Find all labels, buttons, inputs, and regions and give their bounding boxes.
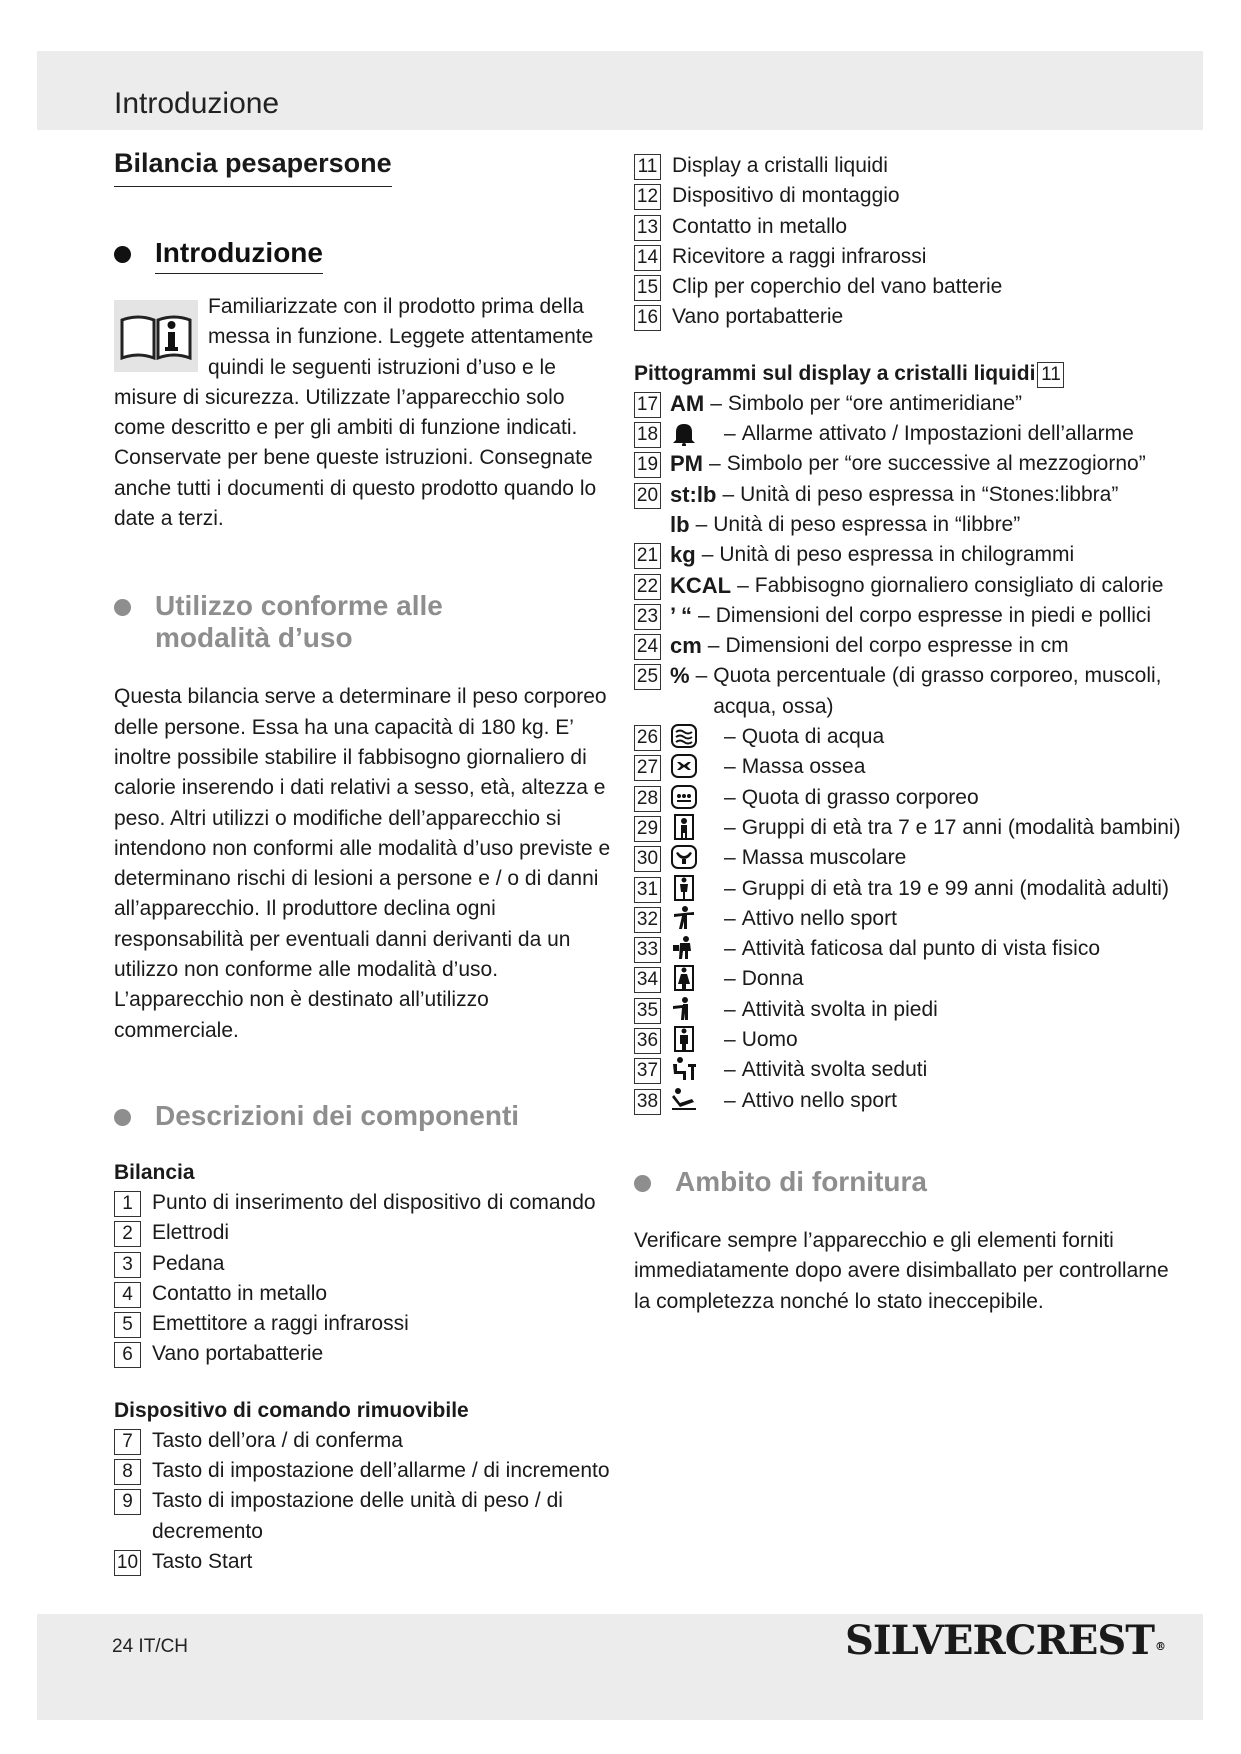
- number-box: 35: [634, 998, 661, 1024]
- item-label: Display a cristalli liquidi: [672, 154, 888, 177]
- section-title-line1: Utilizzo conforme alle: [155, 590, 443, 622]
- number-box: 22: [634, 574, 661, 600]
- standing-work-icon: [670, 996, 700, 1024]
- pictogram-description: Gruppi di età tra 19 e 99 anni (modalità adulti): [741, 876, 1169, 900]
- silvercrest-logo: [845, 1618, 1165, 1664]
- number-box: 36: [634, 1028, 661, 1054]
- pictogram-row: [634, 813, 1189, 843]
- dash-separator: –: [724, 785, 736, 809]
- pictograms-heading: [634, 359, 1189, 389]
- dash-separator: –: [695, 512, 708, 536]
- item-label: Contatto in metallo: [672, 214, 848, 238]
- pictogram-description: Unità di peso espressa in “libbre”: [713, 512, 1021, 536]
- info-book-icon: [114, 300, 198, 372]
- pictogram-description: Attivo nello sport: [741, 1088, 897, 1112]
- number-box: 2: [114, 1221, 141, 1247]
- woman-icon: [670, 965, 700, 993]
- pictogram-row: [634, 752, 1189, 782]
- number-box: 31: [634, 877, 661, 903]
- pictogram-row: [634, 449, 1189, 479]
- number-box: 15: [634, 275, 661, 301]
- number-box: 30: [634, 846, 661, 872]
- left-column: [114, 146, 614, 1577]
- pictogram-description: Attivo nello sport: [741, 906, 897, 930]
- number-box: 27: [634, 755, 661, 781]
- item-label: Clip per coperchio del vano batterie: [672, 275, 1003, 299]
- number-box: 14: [634, 245, 661, 271]
- number-box: 18: [634, 422, 661, 448]
- dash-separator: –: [724, 755, 736, 779]
- child-icon: [670, 814, 700, 842]
- dash-separator: –: [724, 937, 736, 961]
- list-item: [114, 1456, 614, 1486]
- pictogram-row: [634, 995, 1189, 1025]
- section-title-line2: modalità d’uso: [155, 622, 353, 654]
- list-item: [114, 1309, 614, 1339]
- item-label: Elettrodi: [152, 1221, 230, 1245]
- pictogram-description: Attività faticosa dal punto di vista fisico: [741, 937, 1101, 961]
- pictogram-symbol: kg: [670, 542, 696, 568]
- pictogram-row: [634, 601, 1189, 631]
- pictogram-description: Simbolo per “ore successive al mezzogiorno”: [726, 452, 1146, 476]
- dash-separator: –: [701, 543, 714, 567]
- item-label: Tasto di impostazione dell’allarme / di incremento: [152, 1459, 610, 1483]
- remote-components-list-continued: [634, 151, 1189, 333]
- section-title: Introduzione: [155, 237, 323, 274]
- list-item: [634, 302, 1189, 332]
- dash-separator: –: [710, 391, 722, 415]
- pictogram-description: Unità di peso espressa in chilogrammi: [719, 543, 1075, 567]
- item-label: Dispositivo di montaggio: [672, 184, 900, 208]
- number-box: 37: [634, 1058, 661, 1084]
- pictogram-symbol: PM: [670, 451, 703, 477]
- number-box: 7: [114, 1429, 141, 1455]
- adult-icon: [670, 875, 700, 903]
- alarm-bell-icon: [670, 420, 700, 448]
- dash-separator: –: [724, 422, 736, 446]
- pictogram-row: [634, 661, 1189, 722]
- pictogram-symbol: cm: [670, 633, 702, 659]
- dash-separator: –: [709, 452, 721, 476]
- pictogram-symbol: st:lb: [670, 481, 717, 507]
- list-item: [634, 181, 1189, 211]
- number-box: 6: [114, 1342, 141, 1368]
- dash-separator: –: [737, 573, 749, 597]
- pictogram-description: Quota percentuale (di grasso corporeo, muscoli, acqua, ossa): [713, 664, 1162, 718]
- pictogram-description: Dimensioni del corpo espresse in cm: [725, 634, 1069, 658]
- number-box: 26: [634, 725, 661, 751]
- right-column: [634, 151, 1189, 1317]
- list-item: [114, 1426, 614, 1456]
- pictogram-row: [634, 480, 1189, 510]
- dash-separator: –: [724, 906, 736, 930]
- pictogram-description: Dimensioni del corpo espresse in piedi e pollici: [715, 603, 1152, 627]
- logo-part1: SILVER: [845, 1617, 1005, 1664]
- pictogram-row: [634, 874, 1189, 904]
- dash-separator: –: [724, 876, 736, 900]
- number-box: 23: [634, 604, 661, 630]
- item-label: Tasto dell’ora / di conferma: [152, 1428, 403, 1452]
- pictogram-description: Uomo: [741, 1028, 798, 1052]
- pictogram-row: [634, 904, 1189, 934]
- number-box: 24: [634, 634, 661, 660]
- number-box: 13: [634, 215, 661, 241]
- logo-mark: ®: [1154, 1640, 1165, 1653]
- number-box: 32: [634, 907, 661, 933]
- list-item: [114, 1218, 614, 1248]
- item-label: Pedana: [152, 1251, 225, 1275]
- seated-work-icon: [670, 1056, 700, 1084]
- number-box: 29: [634, 816, 661, 842]
- dash-separator: –: [724, 846, 736, 870]
- number-box: 16: [634, 305, 661, 331]
- pictogram-symbol: %: [670, 663, 690, 689]
- reclining-person-icon: [670, 1087, 700, 1115]
- number-box: 1: [114, 1191, 141, 1217]
- dash-separator: –: [698, 603, 710, 627]
- dash-separator: –: [695, 664, 708, 688]
- number-box: 8: [114, 1459, 141, 1485]
- remote-subheading: Dispositivo di comando rimuovibile: [114, 1398, 469, 1422]
- number-box: 17: [634, 392, 661, 418]
- pictogram-row: [634, 389, 1189, 419]
- dash-separator: –: [724, 815, 736, 839]
- dash-separator: –: [724, 967, 736, 991]
- dash-separator: –: [724, 997, 736, 1021]
- number-box: 19: [634, 452, 661, 478]
- number-box: 3: [114, 1252, 141, 1278]
- pictogram-row: [634, 631, 1189, 661]
- pictograms-heading-ref: 11: [1037, 362, 1064, 388]
- bullet-icon: [114, 1109, 131, 1126]
- muscle-icon: [670, 844, 700, 872]
- section-heading-introduzione: [114, 237, 614, 274]
- number-box: 38: [634, 1089, 661, 1115]
- pictogram-row: [634, 783, 1189, 813]
- number-box: 4: [114, 1282, 141, 1308]
- pictogram-description: Unità di peso espressa in “Stones:libbra”: [740, 482, 1119, 506]
- pictogram-row: [634, 843, 1189, 873]
- pictogram-description: Allarme attivato / Impostazioni dell’allarme: [741, 422, 1134, 446]
- logo-part2: CREST: [1004, 1617, 1154, 1664]
- number-box: 25: [634, 664, 661, 690]
- pictogram-symbol: KCAL: [670, 572, 732, 598]
- pictogram-description: Fabbisogno giornaliero consigliato di calorie: [754, 573, 1164, 597]
- item-label: Punto di inserimento del dispositivo di comando: [152, 1190, 596, 1214]
- sport-person-icon: [670, 905, 700, 933]
- water-icon: [670, 723, 700, 751]
- dash-separator: –: [724, 1058, 736, 1082]
- pictograms-heading-text: Pittogrammi sul display a cristalli liquidi: [634, 361, 1036, 385]
- pictogram-row: [634, 934, 1189, 964]
- intro-block: [114, 292, 614, 534]
- number-box: 12: [634, 184, 661, 210]
- list-item: [634, 272, 1189, 302]
- dash-separator: –: [724, 1028, 736, 1052]
- pictogram-row: [634, 571, 1189, 601]
- list-item: [634, 151, 1189, 181]
- item-label: Contatto in metallo: [152, 1281, 328, 1305]
- list-item: [114, 1339, 614, 1369]
- pictogram-symbol: lb: [670, 511, 690, 537]
- man-icon: [670, 1026, 700, 1054]
- bone-icon: [670, 753, 700, 781]
- pictogram-description: Quota di grasso corporeo: [741, 785, 979, 809]
- pictogram-row: [634, 964, 1189, 994]
- number-box: 5: [114, 1312, 141, 1338]
- list-item: [114, 1486, 614, 1547]
- supply-paragraph: Verificare sempre l’apparecchio e gli elementi forniti immediatamente dopo avere disimballato per controllarne la completezza nonché lo stato ineccepibile.: [634, 1228, 1169, 1313]
- pictogram-row: [634, 510, 1189, 540]
- section-title: Ambito di fornitura: [675, 1165, 927, 1197]
- pictogram-description: Massa muscolare: [741, 846, 907, 870]
- scale-components-list: [114, 1188, 614, 1370]
- pictogram-row: [634, 419, 1189, 449]
- section-heading-fornitura: [634, 1166, 1189, 1198]
- section-title: Descrizioni dei componenti: [155, 1099, 520, 1131]
- dash-separator: –: [707, 634, 720, 658]
- item-label: Emettitore a raggi infrarossi: [152, 1312, 409, 1336]
- list-item: [114, 1249, 614, 1279]
- pictograms-list: [634, 389, 1189, 1116]
- pictogram-row: [634, 1025, 1189, 1055]
- item-label: Tasto Start: [152, 1549, 253, 1573]
- page-header-title: Introduzione: [114, 87, 280, 120]
- pictogram-row: [634, 1086, 1189, 1116]
- pictogram-description: Gruppi di età tra 7 e 17 anni (modalità bambini): [741, 815, 1181, 839]
- number-box: 20: [634, 483, 661, 509]
- pictogram-description: Donna: [741, 967, 804, 991]
- footer-page-number: 24 IT/CH: [112, 1636, 189, 1657]
- document-title: Bilancia pesapersone: [114, 146, 392, 187]
- number-box: 10: [114, 1550, 141, 1576]
- pictogram-row: [634, 722, 1189, 752]
- pictogram-description: Attività svolta seduti: [741, 1058, 928, 1082]
- pictogram-description: Simbolo per “ore antimeridiane”: [727, 391, 1023, 415]
- bullet-icon: [114, 599, 131, 616]
- number-box: 33: [634, 937, 661, 963]
- intro-paragraph: Familiarizzate con il prodotto prima della messa in funzione. Leggete attentamente quindi le seguenti istruzioni d’uso e le misure di sicurezza. Utilizzate l’apparecchio solo come descritto e per gli ambiti di funzione indicati. Conservate per bene queste istruzioni. Consegnate anche tutti i documenti di questo prodotto quando lo date a terzi.: [114, 295, 597, 531]
- pictogram-description: Attività svolta in piedi: [741, 997, 938, 1021]
- dash-separator: –: [724, 725, 736, 749]
- usage-paragraph: Questa bilancia serve a determinare il peso corporeo delle persone. Essa ha una capacità di 180 kg. E’ inoltre possibile stabilire il fabbisogno giornaliero di calorie inserendo i dati relativi a sesso, età, altezza e peso. Altri utilizzi o modifiche dell’apparecchio si intendono non conformi alle modalità d’uso previste e determinano rischi di lesioni a persone e / o di danni all’apparecchio. Il produttore declina ogni responsabilità per eventuali danni derivanti da un utilizzo non conforme alle modalità d’uso. L’apparecchio non è destinato all’utilizzo commerciale.: [114, 685, 611, 1042]
- pictogram-row: [634, 1055, 1189, 1085]
- section-heading-componenti: [114, 1100, 614, 1132]
- fat-icon: [670, 784, 700, 812]
- list-item: [114, 1188, 614, 1218]
- bullet-icon: [114, 246, 131, 263]
- number-box: 21: [634, 543, 661, 569]
- number-box: 34: [634, 967, 661, 993]
- bullet-icon: [634, 1175, 651, 1192]
- pictogram-description: Massa ossea: [741, 755, 866, 779]
- item-label: Tasto di impostazione delle unità di peso / di decremento: [152, 1489, 563, 1543]
- number-box: 28: [634, 786, 661, 812]
- scale-subheading: Bilancia: [114, 1160, 195, 1184]
- pictogram-description: Quota di acqua: [741, 725, 885, 749]
- item-label: Ricevitore a raggi infrarossi: [672, 244, 927, 268]
- list-item: [114, 1547, 614, 1577]
- number-box: 11: [634, 154, 661, 180]
- heavy-work-icon: [670, 935, 700, 963]
- item-label: Vano portabatterie: [672, 305, 844, 329]
- pictogram-row: [634, 540, 1189, 570]
- list-item: [634, 242, 1189, 272]
- pictogram-symbol: ’ “: [670, 602, 693, 628]
- dash-separator: –: [724, 1088, 736, 1112]
- number-box: 9: [114, 1489, 141, 1515]
- remote-components-list: [114, 1426, 614, 1577]
- list-item: [634, 212, 1189, 242]
- dash-separator: –: [722, 482, 735, 506]
- list-item: [114, 1279, 614, 1309]
- pictogram-symbol: AM: [670, 390, 705, 416]
- item-label: Vano portabatterie: [152, 1342, 324, 1366]
- section-heading-utilizzo: [114, 590, 614, 654]
